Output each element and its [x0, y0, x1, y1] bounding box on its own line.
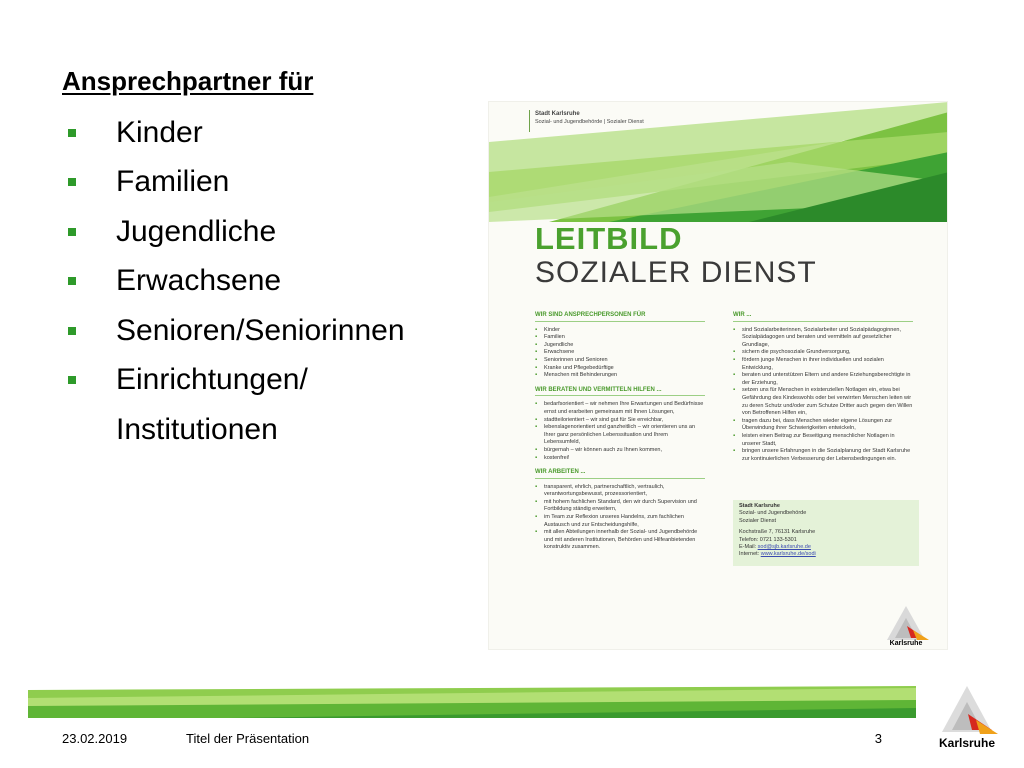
slide-heading: Ansprechpartner für	[62, 66, 314, 96]
contact-web: Internet: www.karlsruhe.de/sodi	[739, 551, 816, 558]
flyer-list-item: ▪ Seniorinnen und Senioren	[535, 357, 705, 365]
flyer-list-item: ▪ sichern die psychosoziale Grundversorgung,	[733, 349, 913, 357]
footer-title: Titel der Präsentation	[186, 731, 310, 746]
square-bullet-icon	[68, 277, 76, 285]
contact-dept: Sozialer Dienst	[739, 517, 776, 524]
flyer-logo-text: Karlsruhe	[889, 640, 923, 647]
flyer-contact-box	[733, 500, 919, 566]
flyer-list-item: ▪ lebenslagenorientiert und ganzheitlich – wir orientieren uns an Ihrer ganz persönlichen Lebenssituation und Ihrem Lebensumfeld,	[535, 424, 705, 447]
page-number: 3	[874, 731, 882, 746]
bullet-text: Einrichtungen/	[116, 363, 308, 397]
footer-date: 23.02.2019	[62, 731, 128, 746]
flyer-list-item: ▪ Kranke und Pflegebedürftige	[535, 365, 705, 373]
bullet-text: Institutionen	[116, 412, 278, 446]
flyer-image	[488, 101, 948, 650]
flyer-list-item: ▪ setzen uns für Menschen in existenziellen Notlagen ein, etwa bei Gefährdung des Kindeswohls oder bei verwirrten Menschen leiten wir zu deren Schutz und/oder zum Schutze Dritter auch gegen den Willen von Betroffenen Hilfen ein,	[733, 387, 913, 417]
contact-web-link: www.karlsruhe.de/sodi	[760, 551, 816, 558]
flyer-list-item: ▪ Kinder	[535, 327, 705, 335]
flyer-list-item: ▪ Jugendliche	[535, 342, 705, 350]
square-bullet-icon	[68, 228, 76, 236]
flyer-section-list	[535, 327, 705, 380]
flyer-list-item: ▪ beraten und unterstützen Eltern und andere Erziehungsberechtigte in der Erziehung,	[733, 372, 913, 387]
contact-org: Stadt Karlsruhe	[739, 503, 780, 509]
flyer-section-heading: WIR ARBEITEN ...	[535, 469, 705, 479]
flyer-left-column	[535, 312, 705, 559]
flyer-list-item: ▪ Menschen mit Behinderungen	[535, 372, 705, 380]
bullet-item	[62, 356, 405, 406]
flyer-list-item: ▪ bürgernah – wir können auch zu Ihnen kommen,	[535, 447, 705, 455]
flyer-list-item: ▪ im Team zur Reflexion unseres Handelns, zum fachlichen Austausch und zur Entscheidungshilfe,	[535, 514, 705, 529]
contact-email: E-Mail: sod@sjb.karlsruhe.de	[739, 544, 811, 551]
flyer-list-item: ▪ sind Sozialarbeiterinnen, Sozialarbeiter und Sozialpädagoginnen, Sozialpädagogen und beraten und vermitteln auf gesetzlicher Grundlage,	[733, 327, 913, 350]
flyer-list-item: ▪ tragen dazu bei, dass Menschen wieder eigene Lösungen zur Überwindung ihrer Schwierigkeiten entwickeln,	[733, 418, 913, 433]
flyer-title-line1: LEITBILD	[535, 221, 683, 256]
flyer-list-item: ▪ mit allen Abteilungen innerhalb der Sozial- und Jugendbehörde und mit anderen Institutionen, Behörden und Hilfeanbietenden konstruktiv zusammen.	[535, 529, 705, 552]
flyer-section-list	[733, 327, 913, 464]
flyer-org-dept: Sozial- und Jugendbehörde | Sozialer Dienst	[535, 119, 644, 125]
square-bullet-icon	[68, 327, 76, 335]
bullet-item	[62, 257, 405, 307]
flyer-list-item: ▪ stadtteilorientiert – wir sind gut für Sie erreichbar,	[535, 417, 705, 425]
bullet-list	[62, 108, 405, 455]
square-bullet-icon	[68, 178, 76, 186]
flyer-section-heading: WIR ...	[733, 312, 913, 322]
footer-green-band	[28, 686, 916, 718]
flyer-title-line2: SOZIALER DIENST	[535, 256, 817, 289]
flyer-header-rule	[529, 110, 530, 132]
flyer-list-item: ▪ Erwachsene	[535, 349, 705, 357]
flyer-list-item: ▪ mit hohem fachlichen Standard, den wir durch Supervision und Fortbildung ständig erweitern,	[535, 499, 705, 514]
flyer-section-heading: WIR SIND ANSPRECHPERSONEN FÜR	[535, 312, 705, 322]
contact-dept: Sozial- und Jugendbehörde	[739, 510, 807, 517]
flyer-list-item: ▪ fördern junge Menschen in ihrer individuellen und sozialen Entwicklung,	[733, 357, 913, 372]
bullet-text: Jugendliche	[116, 214, 277, 248]
flyer-list-item: ▪ leisten einen Beitrag zur Beseitigung menschlicher Notlagen in unserer Stadt,	[733, 433, 913, 448]
flyer-section-list	[535, 484, 705, 552]
flyer-list-item: ▪ Familien	[535, 334, 705, 342]
contact-email-link: sod@sjb.karlsruhe.de	[757, 544, 811, 551]
bullet-text: Senioren/Seniorinnen	[116, 313, 405, 347]
bullet-item	[62, 306, 405, 356]
bullet-text: Familien	[116, 165, 230, 199]
bullet-text: Erwachsene	[116, 264, 282, 298]
flyer-org-name: Stadt Karlsruhe	[535, 111, 580, 117]
bullet-item	[62, 207, 405, 257]
bullet-text: Kinder	[116, 115, 203, 149]
flyer-list-item: ▪ bedarfsorientiert – wir nehmen Ihre Erwartungen und Bedürfnisse ernst und erarbeiten gemeinsam mit Ihnen Lösungen,	[535, 401, 705, 416]
contact-address: Kochstraße 7, 76131 Karlsruhe	[739, 529, 816, 536]
bullet-continuation	[62, 405, 405, 455]
square-bullet-icon	[68, 129, 76, 137]
contact-phone: Telefon: 0721 133-5301	[739, 536, 797, 543]
flyer-section-heading: WIR BERATEN UND VERMITTELN HILFEN ...	[535, 387, 705, 397]
bullet-item	[62, 158, 405, 208]
flyer-section-list	[535, 401, 705, 462]
square-bullet-icon	[68, 376, 76, 384]
flyer-list-item: ▪ kostenfrei!	[535, 455, 705, 463]
flyer-list-item: ▪ bringen unsere Erfahrungen in die Sozialplanung der Stadt Karlsruhe zur kontinuierlichen Verbesserung der Lebensbedingungen ein.	[733, 448, 913, 463]
bullet-item	[62, 108, 405, 158]
flyer-list-item: ▪ transparent, ehrlich, partnerschaftlich, vertraulich, verantwortungsbewusst, prozessorientiert,	[535, 484, 705, 499]
footer-logo-text: Karlsruhe	[938, 736, 996, 750]
flyer-right-column	[733, 312, 913, 470]
